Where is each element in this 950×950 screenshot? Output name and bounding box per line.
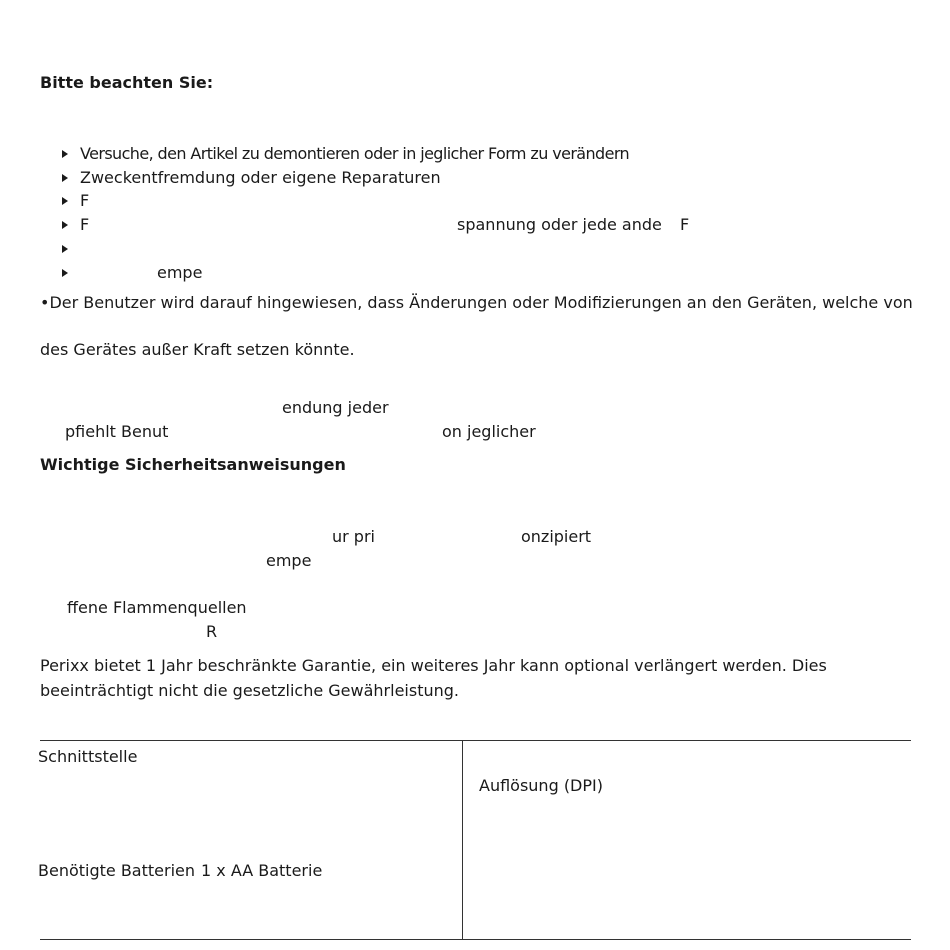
bullet-arrow-icon [62,150,68,158]
batteries-label: Benötigte Batterien [38,861,196,880]
text-fragment: endung jeder [282,398,389,417]
list-item-text: F [80,191,90,210]
warranty-line: beeinträchtigt nicht die gesetzliche Gewährleistung. [40,681,459,700]
list-item-fragment: empe [157,263,203,282]
bullet-arrow-icon [62,197,68,205]
text-fragment: onzipiert [521,527,592,546]
text-fragment: ffene Flammenquellen [67,598,247,617]
safety-heading: Wichtige Sicherheitsanweisungen [40,455,346,474]
table-column-divider [462,740,463,940]
bullet-arrow-icon [62,174,68,182]
warranty-line: Perixx bietet 1 Jahr beschränkte Garantie, ein weiteres Jahr kann optional verlängert werden. Dies [40,656,827,675]
bullet-arrow-icon [62,269,68,277]
list-item-fragment: F [680,215,690,234]
notice-heading: Bitte beachten Sie: [40,73,214,92]
user-note-line: des Gerätes außer Kraft setzen könnte. [40,340,355,359]
bullet-arrow-icon [62,221,68,229]
text-fragment: pfiehlt Benut [65,422,169,441]
bullet-arrow-icon [62,245,68,253]
interface-label: Schnittstelle [38,747,138,766]
batteries-value: 1 x AA Batterie [201,861,323,880]
table-bottom-border [40,939,911,940]
user-note-line: •Der Benutzer wird darauf hingewiesen, dass Änderungen oder Modifizierungen an den Geräten, welche von [40,293,913,312]
text-fragment: empe [266,551,312,570]
list-item-text: Versuche, den Artikel zu demontieren oder in jeglicher Form zu verändern [80,144,630,163]
table-top-border [40,740,911,741]
text-fragment: ur pri [332,527,375,546]
list-item-text: Zweckentfremdung oder eigene Reparaturen [80,168,441,187]
list-item-text: F [80,215,90,234]
list-item-fragment: spannung oder jede ande [457,215,662,234]
text-fragment: on jeglicher [442,422,536,441]
resolution-label: Auflösung (DPI) [479,776,603,795]
text-fragment: R [206,622,218,641]
